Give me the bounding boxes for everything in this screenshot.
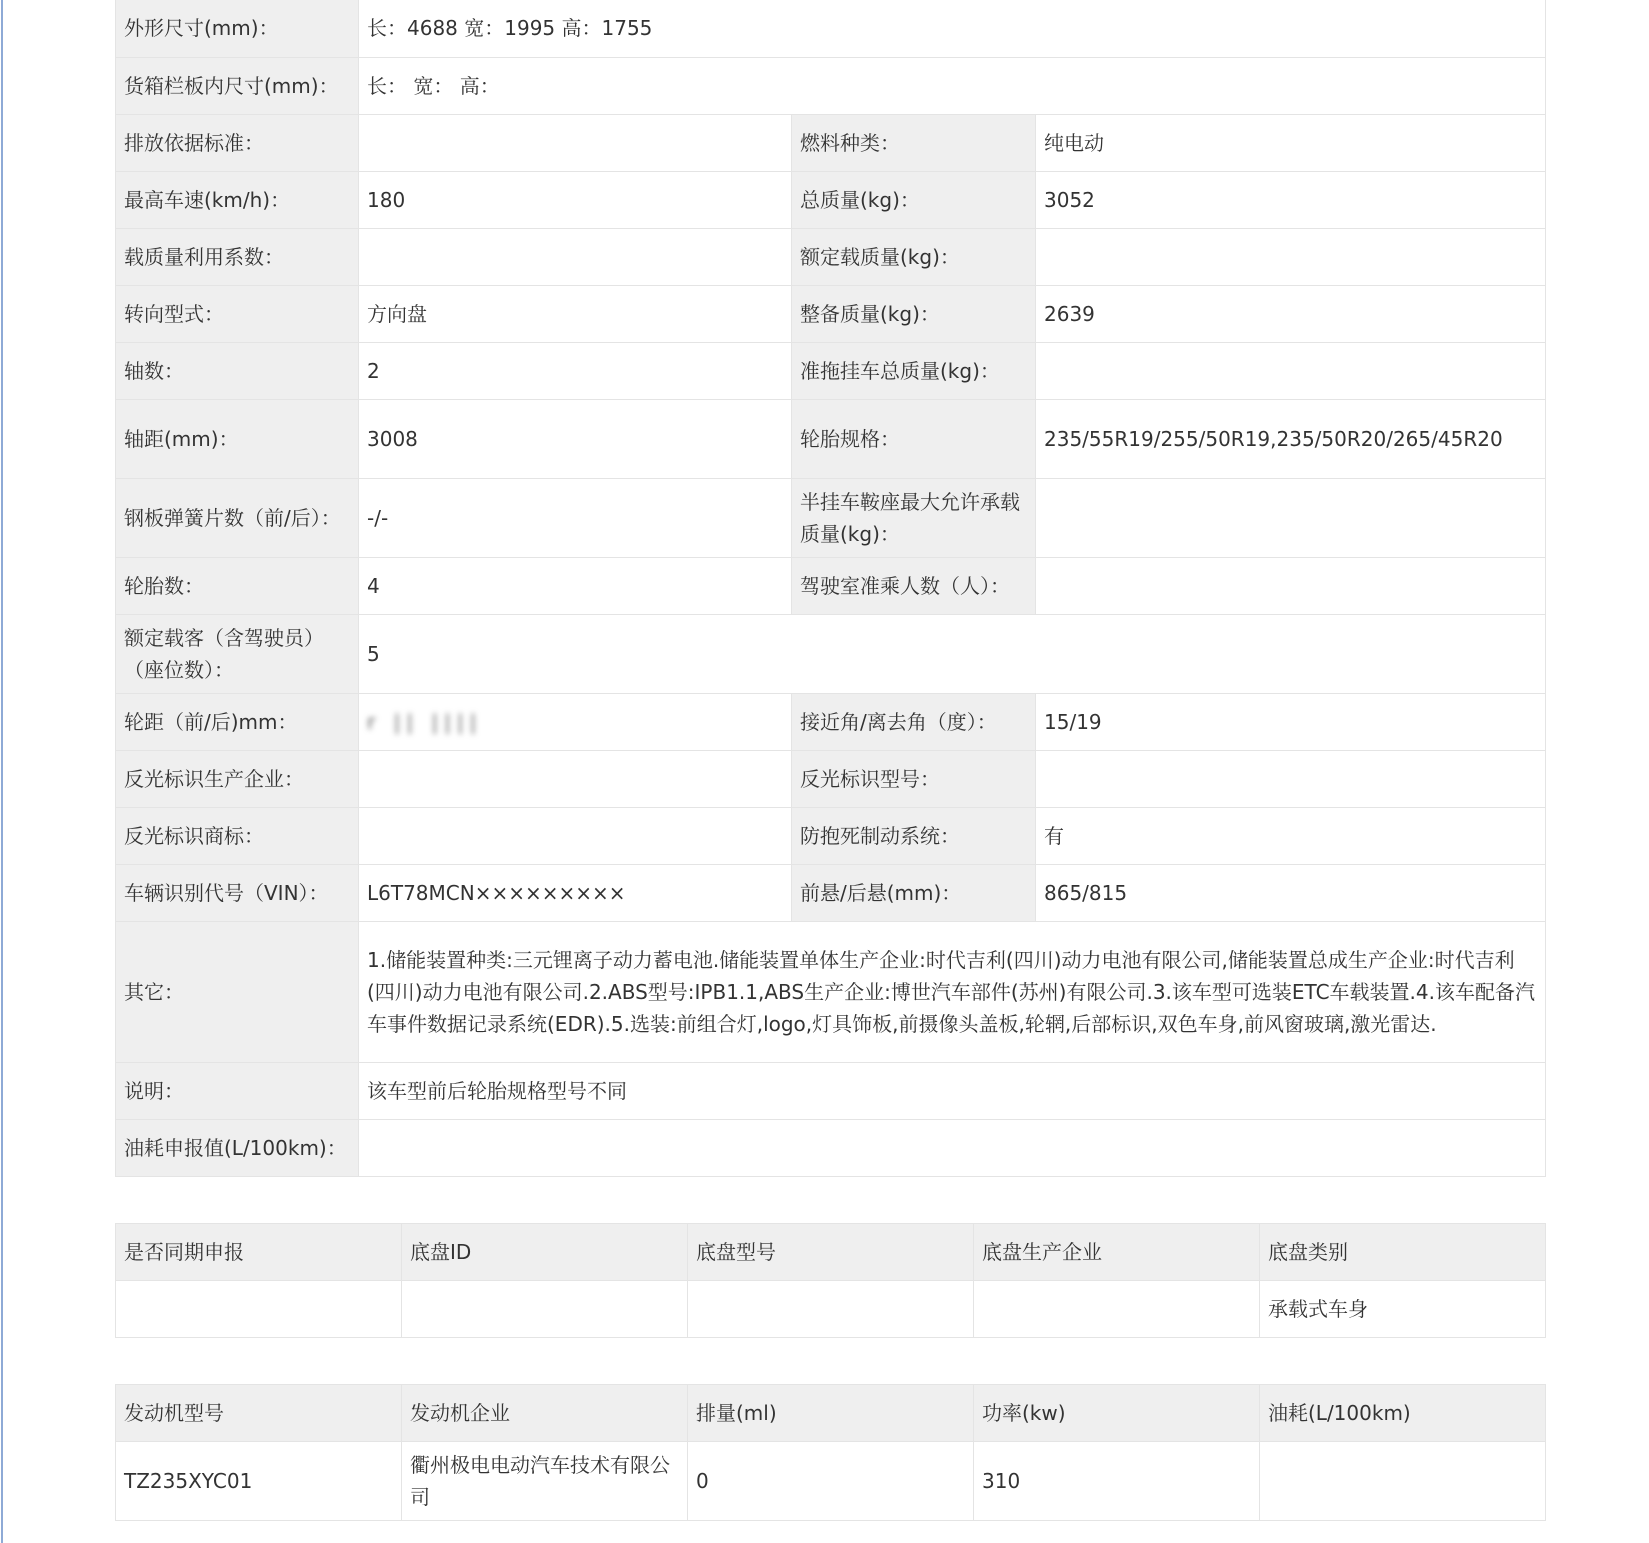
fuel-consumption-label: 油耗申报值(L/100km)： — [116, 1119, 359, 1176]
engine-header-cell: 油耗(L/100km) — [1260, 1384, 1546, 1441]
track-label: 轮距（前/后)mm： — [116, 693, 359, 750]
reflect-model-value — [1036, 750, 1546, 807]
spec-row-track — [116, 693, 1546, 750]
engine-header-cell: 发动机企业 — [402, 1384, 688, 1441]
other-label: 其它： — [116, 921, 359, 1062]
engine-cell: 0 — [688, 1441, 974, 1520]
tires-value: 4 — [359, 557, 792, 614]
load-coef-label: 载质量利用系数： — [116, 228, 359, 285]
reflect-maker-value — [359, 750, 792, 807]
spec-row-spring — [116, 478, 1546, 557]
spec-row-note — [116, 1062, 1546, 1119]
cargo-value: 长： 宽： 高： — [359, 57, 1546, 114]
engine-data-row — [116, 1441, 1546, 1520]
emission-label: 排放依据标准： — [116, 114, 359, 171]
spec-row-reflect-maker — [116, 750, 1546, 807]
chassis-table — [115, 1223, 1546, 1338]
chassis-header-cell: 底盘ID — [402, 1223, 688, 1280]
cargo-label: 货箱栏板内尺寸(mm)： — [116, 57, 359, 114]
fuel-value: 纯电动 — [1036, 114, 1546, 171]
cab-value — [1036, 557, 1546, 614]
dimensions-label: 外形尺寸(mm)： — [116, 0, 359, 57]
trailer-value — [1036, 342, 1546, 399]
spec-row-speed-mass — [116, 171, 1546, 228]
reflect-maker-label: 反光标识生产企业： — [116, 750, 359, 807]
chassis-header-row — [116, 1223, 1546, 1280]
saddle-value — [1036, 478, 1546, 557]
engine-cell: TZ235XYC01 — [116, 1441, 402, 1520]
tire-spec-value: 235/55R19/255/50R19,235/50R20/265/45R20 — [1036, 399, 1546, 478]
axles-value: 2 — [359, 342, 792, 399]
chassis-header-cell: 底盘生产企业 — [974, 1223, 1260, 1280]
spec-row-reflect-brand — [116, 807, 1546, 864]
curb-mass-value: 2639 — [1036, 285, 1546, 342]
spec-row-other — [116, 921, 1546, 1062]
reflect-brand-label: 反光标识商标： — [116, 807, 359, 864]
fuel-label: 燃料种类： — [792, 114, 1036, 171]
chassis-header-cell: 底盘类别 — [1260, 1223, 1546, 1280]
spec-row-load — [116, 228, 1546, 285]
saddle-label: 半挂车鞍座最大允许承载质量(kg)： — [792, 478, 1036, 557]
engine-table — [115, 1384, 1546, 1521]
chassis-cell — [974, 1280, 1260, 1337]
dimensions-value: 长：4688 宽：1995 高：1755 — [359, 0, 1546, 57]
emission-value — [359, 114, 792, 171]
engine-header-cell: 发动机型号 — [116, 1384, 402, 1441]
engine-header-cell: 排量(ml) — [688, 1384, 974, 1441]
total-mass-value: 3052 — [1036, 171, 1546, 228]
spec-row-axles — [116, 342, 1546, 399]
other-value: 1.储能装置种类:三元锂离子动力蓄电池.储能装置单体生产企业:时代吉利(四川)动力电池有限公司,储能装置总成生产企业:时代吉利(四川)动力电池有限公司.2.ABS型号:IPB1.1,ABS生产企业:博世汽车部件(苏州)有限公司.3.该车型可选装ETC车载装置.4.该车配备汽车事件数据记录系统(EDR).5.选装:前组合灯,logo,灯具饰板,前摄像头盖板,轮辋,后部标识,双色车身,前风窗玻璃,激光雷达. — [359, 921, 1546, 1062]
load-coef-value — [359, 228, 792, 285]
wheelbase-value: 3008 — [359, 399, 792, 478]
vin-label: 车辆识别代号（VIN）： — [116, 864, 359, 921]
chassis-cell: 承载式车身 — [1260, 1280, 1546, 1337]
total-mass-label: 总质量(kg)： — [792, 171, 1036, 228]
abs-label: 防抱死制动系统： — [792, 807, 1036, 864]
spec-row-emission-fuel — [116, 114, 1546, 171]
rated-load-value — [1036, 228, 1546, 285]
chassis-data-row — [116, 1280, 1546, 1337]
engine-cell: 衢州极电电动汽车技术有限公司 — [402, 1441, 688, 1520]
angle-label: 接近角/离去角（度）： — [792, 693, 1036, 750]
abs-value: 有 — [1036, 807, 1546, 864]
note-value: 该车型前后轮胎规格型号不同 — [359, 1062, 1546, 1119]
axles-label: 轴数： — [116, 342, 359, 399]
tires-label: 轮胎数： — [116, 557, 359, 614]
spec-row-fuel-consumption — [116, 1119, 1546, 1176]
chassis-cell — [116, 1280, 402, 1337]
speed-value: 180 — [359, 171, 792, 228]
passengers-value: 5 — [359, 614, 1546, 693]
tire-spec-label: 轮胎规格： — [792, 399, 1036, 478]
spec-row-cargo — [116, 57, 1546, 114]
angle-value: 15/19 — [1036, 693, 1546, 750]
vin-value: L6T78MCN××××××××× — [359, 864, 792, 921]
rated-load-label: 额定载质量(kg)： — [792, 228, 1036, 285]
overhang-value: 865/815 — [1036, 864, 1546, 921]
reflect-brand-value — [359, 807, 792, 864]
spec-row-tires — [116, 557, 1546, 614]
engine-header-row — [116, 1384, 1546, 1441]
overhang-label: 前悬/后悬(mm)： — [792, 864, 1036, 921]
spec-row-vin — [116, 864, 1546, 921]
reflect-model-label: 反光标识型号： — [792, 750, 1036, 807]
engine-cell — [1260, 1441, 1546, 1520]
fuel-consumption-value — [359, 1119, 1546, 1176]
note-label: 说明： — [116, 1062, 359, 1119]
engine-header-cell: 功率(kw) — [974, 1384, 1260, 1441]
spec-row-dimensions — [116, 0, 1546, 57]
spec-row-steering — [116, 285, 1546, 342]
engine-cell: 310 — [974, 1441, 1260, 1520]
spec-row-wheelbase — [116, 399, 1546, 478]
spec-row-passengers — [116, 614, 1546, 693]
passengers-label: 额定载客（含驾驶员）（座位数）： — [116, 614, 359, 693]
cab-label: 驾驶室准乘人数（人）： — [792, 557, 1036, 614]
vehicle-spec-page — [115, 0, 1545, 1521]
chassis-header-cell: 底盘型号 — [688, 1223, 974, 1280]
left-border-rule — [1, 0, 3, 1543]
spec-table — [115, 0, 1546, 1177]
track-value-blurred: r || |||| — [367, 709, 483, 734]
chassis-cell — [402, 1280, 688, 1337]
spring-value: -/- — [359, 478, 792, 557]
steering-label: 转向型式： — [116, 285, 359, 342]
wheelbase-label: 轴距(mm)： — [116, 399, 359, 478]
chassis-cell — [688, 1280, 974, 1337]
trailer-label: 准拖挂车总质量(kg)： — [792, 342, 1036, 399]
steering-value: 方向盘 — [359, 285, 792, 342]
speed-label: 最高车速(km/h)： — [116, 171, 359, 228]
curb-mass-label: 整备质量(kg)： — [792, 285, 1036, 342]
track-value-cell — [359, 693, 792, 750]
chassis-header-cell: 是否同期申报 — [116, 1223, 402, 1280]
spring-label: 钢板弹簧片数（前/后）： — [116, 478, 359, 557]
